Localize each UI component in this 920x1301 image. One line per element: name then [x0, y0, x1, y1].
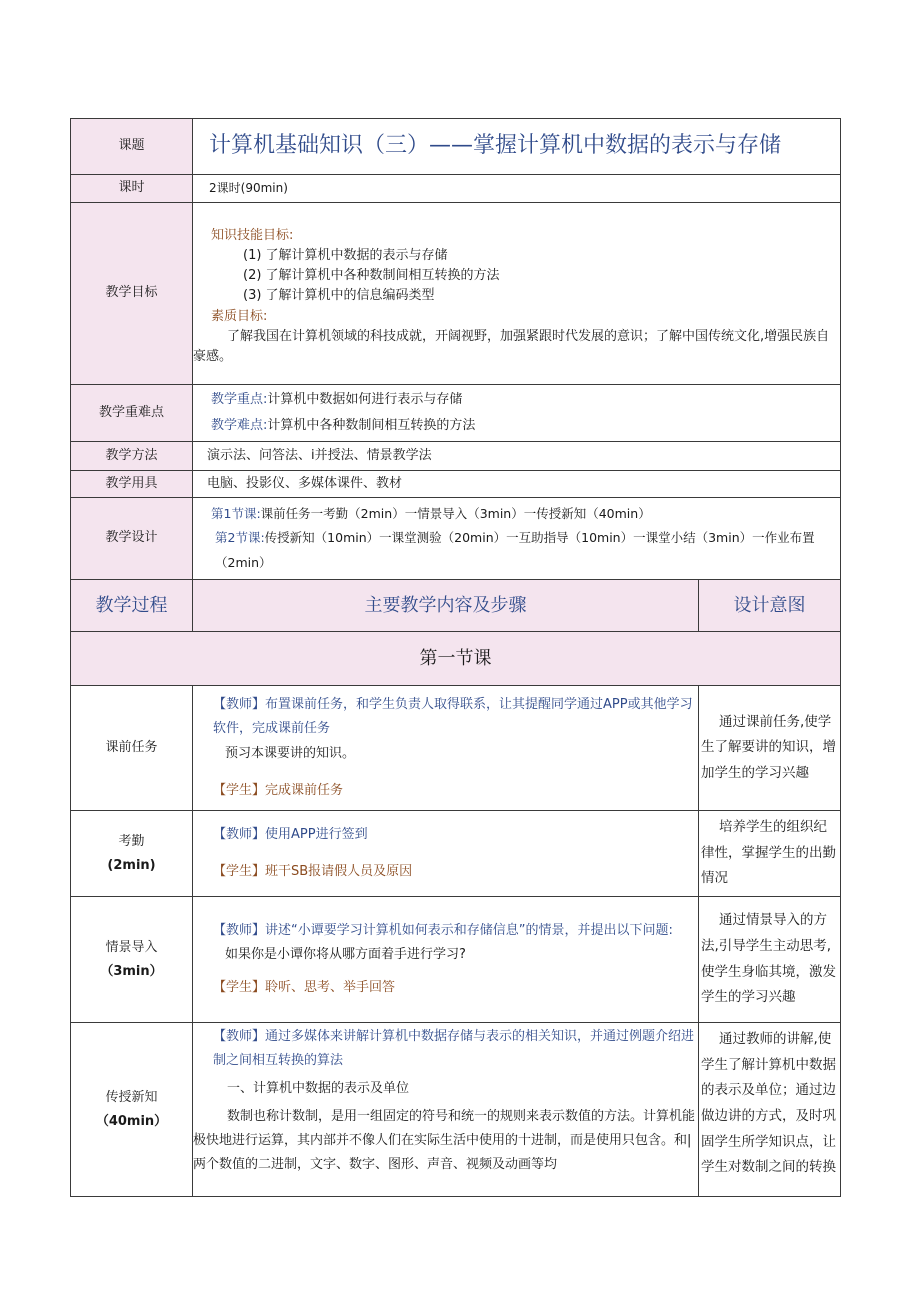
new-knowledge-teacher: 【教师】通过多媒体来讲解计算机中数据存储与表示的相关知识，并通过例题介绍进制之间相互转换的算法	[213, 1029, 695, 1069]
step-pre-task	[71, 686, 841, 811]
step-attendance	[71, 811, 841, 897]
quality-heading: 素质目标:	[211, 308, 268, 324]
knowledge-item: (1) 了解计算机中数据的表示与存储	[243, 248, 448, 264]
objectives-label: 教学目标	[71, 203, 193, 385]
attendance-student: 【学生】班干SB报请假人员及原因	[213, 863, 413, 879]
scenario-teacher: 【教师】讲述“小谭要学习计算机如何表示和存储信息”的情景，并提出以下问题:	[213, 922, 673, 938]
scenario-content	[193, 897, 699, 1023]
topic-label: 课题	[71, 119, 193, 175]
topic-row	[71, 119, 841, 175]
pre-task-intent: 通过课前任务,使学生了解要讲的知识，增加学生的学习兴趣	[699, 686, 841, 811]
attendance-label-cell	[71, 811, 193, 897]
scenario-label-cell	[71, 897, 193, 1023]
new-knowledge-intent: 通过教师的讲解,使学生了解计算机中数据的表示及单位；通过边做边讲的方式，及时巩固学生所学知识点，让学生对数制之间的转换	[699, 1023, 841, 1197]
difficulty-text: 计算机中各种数制间相互转换的方法	[267, 418, 476, 433]
method-value: 演示法、问答法、i并授法、情景教学法	[193, 442, 841, 471]
new-knowledge-heading: 一、计算机中数据的表示及单位	[227, 1081, 410, 1097]
tools-value: 电脑、投影仪、多媒体课件、教材	[193, 471, 841, 498]
process-header-col2: 主要教学内容及步骤	[193, 580, 699, 632]
hours-value: 2课时(90min)	[193, 175, 841, 203]
key-points-row	[71, 385, 841, 442]
attendance-content	[193, 811, 699, 897]
new-knowledge-label-cell	[71, 1023, 193, 1197]
scenario-label: 情景导入	[105, 940, 158, 956]
new-knowledge-label: 传授新知	[105, 1090, 158, 1106]
key-points-content	[193, 385, 841, 442]
method-label: 教学方法	[71, 442, 193, 471]
tools-label: 教学用具	[71, 471, 193, 498]
step-scenario	[71, 897, 841, 1023]
section-title-row	[71, 632, 841, 686]
new-knowledge-time: （40min）	[95, 1113, 168, 1129]
hours-row	[71, 175, 841, 203]
pre-task-content	[193, 686, 699, 811]
scenario-question: 如果你是小谭你将从哪方面着手进行学习?	[225, 947, 466, 963]
step-new-knowledge	[71, 1023, 841, 1197]
key-point-text: 计算机中数据如何进行表示与存储	[267, 392, 463, 407]
design-row	[71, 498, 841, 580]
pre-task-label: 课前任务	[71, 686, 193, 811]
hours-label: 课时	[71, 175, 193, 203]
session1-label: 第1节课:	[211, 506, 261, 521]
difficulty-label: 教学难点:	[211, 418, 268, 433]
scenario-student: 【学生】聆听、思考、举手回答	[213, 979, 396, 995]
session1-text: 课前任务一考勤（2min）一情景导入（3min）一传授新知（40min）	[260, 506, 651, 521]
scenario-time: （3min）	[100, 963, 163, 979]
design-content	[193, 498, 841, 580]
attendance-label: 考勤	[118, 834, 145, 850]
pre-task-text: 预习本课要讲的知识。	[225, 746, 356, 762]
key-point-label: 教学重点:	[211, 392, 268, 407]
scenario-intent: 通过情景导入的方法,引导学生主动思考,使学生身临其境，激发学生的学习兴趣	[699, 897, 841, 1023]
topic-title: 计算机基础知识（三）——掌握计算机中数据的表示与存储	[193, 119, 841, 175]
attendance-time: (2min)	[107, 857, 156, 873]
objectives-row	[71, 203, 841, 385]
session2-text: 传授新知（10min）一课堂测验（20min）一互助指导（10min）一课堂小结（3min）一作业布置（2min）	[215, 530, 815, 570]
section-title: 第一节课	[71, 632, 841, 686]
objectives-content	[193, 203, 841, 385]
lesson-plan-document	[70, 118, 840, 1197]
process-header-col3: 设计意图	[699, 580, 841, 632]
design-label: 教学设计	[71, 498, 193, 580]
new-knowledge-text: 数制也称计数制，是用一组固定的符号和统一的规则来表示数值的方法。计算机能极快地进行运算，其内部并不像人们在实际生活中使用的十进制，而是使用只包含。和|两个数值的二进制，文字、数字、图形、声音、视频及动画等均	[193, 1109, 696, 1173]
attendance-teacher: 【教师】使用APP进行签到	[213, 826, 368, 842]
session2-label: 第2节课:	[215, 530, 265, 546]
pre-task-teacher: 【教师】布置课前任务，和学生负责人取得联系，让其提醒同学通过APP或其他学习软件，完成课前任务	[213, 696, 693, 737]
knowledge-item: (3) 了解计算机中的信息编码类型	[243, 288, 435, 304]
new-knowledge-content	[193, 1023, 699, 1197]
lesson-plan-table	[70, 118, 841, 1197]
knowledge-heading: 知识技能目标:	[211, 228, 294, 243]
key-points-label: 教学重难点	[71, 385, 193, 442]
quality-text: 了解我国在计算机领域的科技成就，开阔视野，加强紧跟时代发展的意识；了解中国传统文化,增强民族自豪感。	[193, 328, 830, 364]
process-header-col1: 教学过程	[71, 580, 193, 632]
knowledge-item: (2) 了解计算机中各种数制间相互转换的方法	[243, 268, 500, 284]
process-header-row	[71, 580, 841, 632]
tools-row	[71, 471, 841, 498]
method-row	[71, 442, 841, 471]
attendance-intent: 培养学生的组织纪律性，掌握学生的出勤情况	[699, 811, 841, 897]
pre-task-student: 【学生】完成课前任务	[213, 782, 344, 798]
